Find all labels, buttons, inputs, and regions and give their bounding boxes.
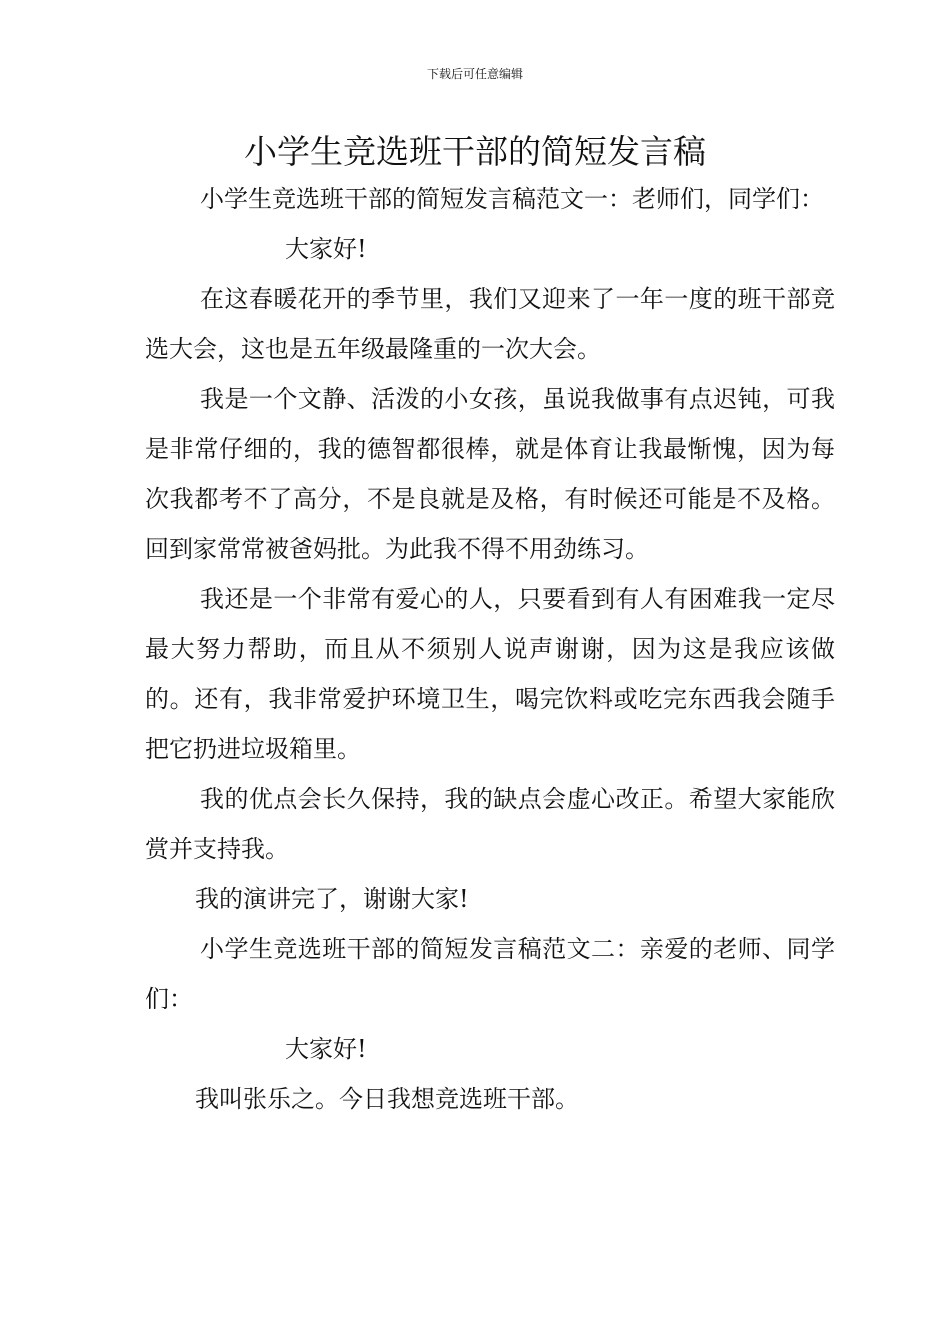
- document-title: 小学生竞选班干部的简短发言稿: [244, 132, 706, 171]
- paragraph: 我的优点会长久保持，我的缺点会虚心改正。希望大家能欣赏并支持我。: [145, 785, 835, 863]
- paragraph: 在这春暖花开的季节里，我们又迎来了一年一度的班干部竞选大会，这也是五年级最隆重的一次大会。: [145, 285, 835, 363]
- paragraph: 小学生竞选班干部的简短发言稿范文一：老师们，同学们：: [200, 185, 824, 213]
- greeting: 大家好!: [285, 235, 367, 263]
- paragraph: 小学生竞选班干部的简短发言稿范文二：亲爱的老师、同学们：: [145, 935, 835, 1013]
- paragraph: 我还是一个非常有爱心的人，只要看到有人有困难我一定尽最大努力帮助，而且从不须别人说声谢谢，因为这是我应该做的。还有，我非常爱护环境卫生，喝完饮料或吃完东西我会随手把它扔进垃圾箱里。: [145, 585, 835, 763]
- header-note: 下载后可任意编辑: [426, 67, 523, 81]
- greeting: 大家好!: [285, 1035, 367, 1063]
- paragraph: 我的演讲完了，谢谢大家!: [195, 885, 469, 913]
- paragraph: 我叫张乐之。今日我想竞选班干部。: [195, 1085, 579, 1113]
- paragraph: 我是一个文静、活泼的小女孩，虽说我做事有点迟钝，可我是非常仔细的，我的德智都很棒，就是体育让我最惭愧，因为每次我都考不了高分，不是良就是及格，有时候还可能是不及格。回到家常常被爸妈批。为此我不得不用劲练习。: [145, 385, 835, 563]
- document-body: [145, 174, 835, 1124]
